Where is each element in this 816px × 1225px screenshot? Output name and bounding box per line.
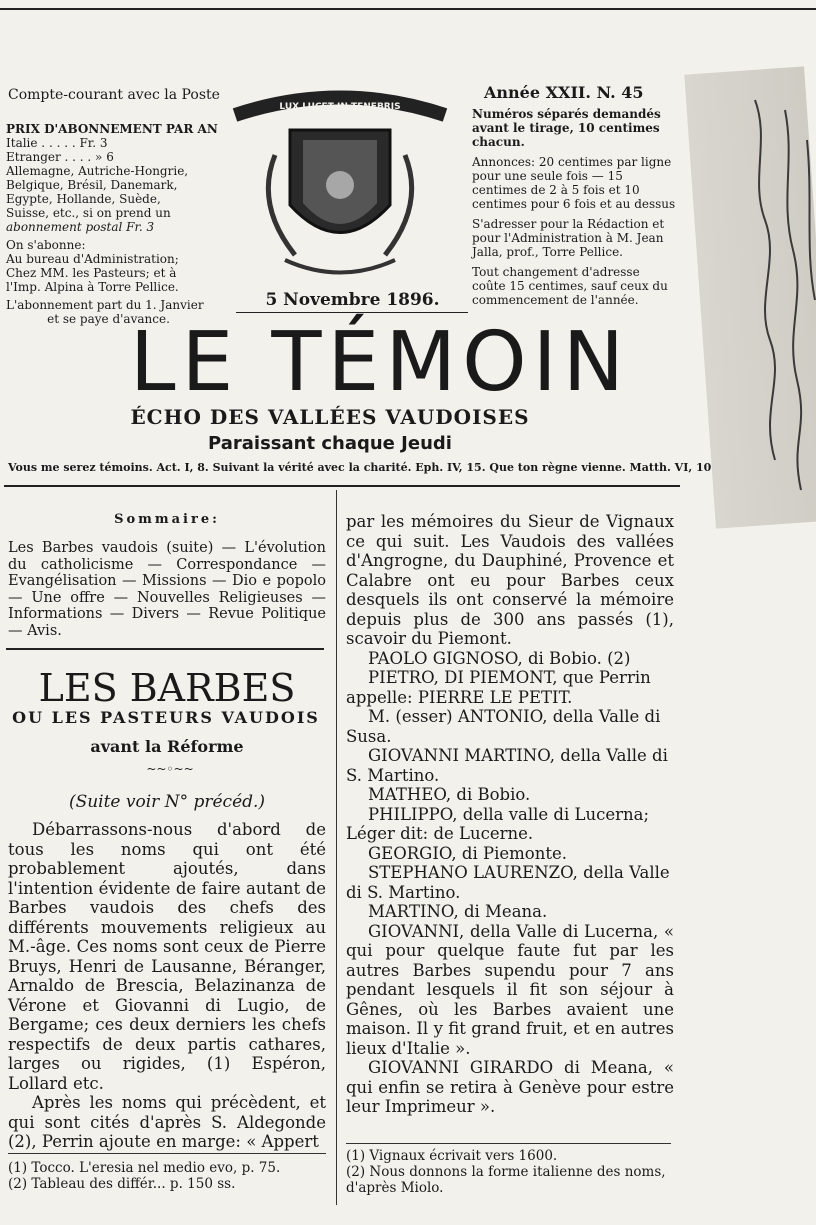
masthead-mottos: Vous me serez témoins. Act. I, 8. Suivant la vérité avec la charité. Eph. IV, 15. Que ton règne vienne. Matth. VI, 10 [8,461,712,474]
right-footnotes: (1) Vignaux écrivait vers 1600. (2) Nous donnons la forme italienne des noms, d'après Miolo. [346,1148,666,1196]
column-separator [336,490,337,1205]
right-body: par les mémoires du Sieur de Vignaux ce qui suit. Les Vaudois des vallées d'Angrogne, du Dauphiné, Provence et Calabre ont eu pour Barbes ceux desquels ils ont conservé la mémoire depuis plus de 300 ans passés (1), scavoir du Piemont. PAOLO GIGNOSO, di Bobio. (2) PIETRO, DI PIEMONT, que Perrin appelle: PIERRE LE PETIT. M. (esser) ANTONIO, della Valle di Susa. GIOVANNI MARTINO, della Valle di S. Martino. MATHEO, di Bobio. PHILIPPO, della valle di Lucerna; Léger dit: de Lucerne. GEORGIO, di Piemonte. STEPHANO LAURENZO, della Valle di S. Martino. MARTINO, di Meana. GIOVANNI, della Valle di Lucerna, « qui pour quelque faute fut par les autres Barbes supendu pour 7 ans pendant lesquels il fit son séjour à Gênes, où les Barbes avaient une maison. Il y fit grand fruit, et en autres lieux d'Italie ». GIOVANNI GIRARDO di Meana, « qui enfin se retira à Genève pour estre leur Imprimeur ». [346,512,674,1116]
sommaire-rule [6,648,324,650]
masthead-title: LE TÉMOIN [129,315,631,410]
article-title: LES BARBES [38,666,296,710]
list-item: PIETRO, DI PIEMONT, que Perrin appelle: PIERRE LE PETIT. [346,668,651,707]
masthead-tagline: Paraissant chaque Jeudi [208,433,452,454]
list-item: STEPHANO LAURENZO, della Valle di S. Martino. [346,863,670,902]
top-rule [0,8,816,10]
sommaire-text: Les Barbes vaudois (suite) — L'évolution du catholicisme — Correspondance — Evangélisation — Missions — Dio e popolo — Une offre — Nouvelles Religieuses — Informations — Divers — Revue Politique — Avis. [8,540,326,639]
masthead-subtitle: ÉCHO DES VALLÉES VAUDOISES [130,405,530,429]
left-footnote-rule [8,1153,326,1154]
prix-abonnement: PRIX D'ABONNEMENT PAR AN Italie . . . . . Fr. 3 Etranger . . . . » 6 Allemagne, Autriche-Hongrie, Belgique, Brésil, Danemark, Egypte, Hollande, Suède, Suisse, etc., si on prend un abonnement postal Fr. 3 On s'abonne: Au bureau d'Administration; Chez MM. les Pasteurs; et à l'Imp. Alpina à Torre Pellice. L'abonnement part du 1. Janvier et se paye d'avance. [6,122,218,326]
list-item: GIOVANNI MARTINO, della Valle di S. Martino. [346,746,668,785]
date-rule [236,312,468,313]
masthead-rule [4,485,680,487]
issue-date: 5 Novembre 1896. [265,290,440,310]
list-item: MARTINO, di Meana. [368,902,548,921]
list-item: PAOLO GIGNOSO, di Bobio. (2) [368,648,631,668]
left-footnotes: (1) Tocco. L'eresia nel medio evo, p. 75. (2) Tableau des différ... p. 150 ss. [8,1160,281,1192]
list-item: MATHEO, di Bobio. [368,785,531,804]
article-subtitle: OU LES PASTEURS VAUDOIS [12,708,320,727]
ornament: ~~◦~~ [146,762,194,776]
info-box: Numéros séparés demandés avant le tirage, 10 centimes chacun. Annonces: 20 centimes par ligne pour une seule fois — 15 centimes de 2 à 5 fois et 10 centimes pour 6 fois et au dessus S'adresser pour la Rédaction et pour l'Administration à M. Jean Jalla, prof., Torre Pellice. Tout changement d'adresse coûte 15 centimes, sauf ceux du commencement de l'année. [472,107,676,307]
right-footnote-rule [346,1143,671,1144]
sommaire-title: Sommaire: [114,512,220,527]
emblem [215,85,465,285]
suite-note: (Suite voir N° précéd.) [68,792,266,812]
list-item: GEORGIO, di Piemonte. [368,843,567,863]
list-item: GIOVANNI, della Valle di Lucerna, « qui pour quelque faute fut par les autres Barbes supendu pour 7 ans pendant lesquels il fit son séjour à Gênes, où les Barbes avaient une maison. Il y fit grand fruit, et en autres lieux d'Italie ». [346,921,674,1058]
list-item: GIOVANNI GIRARDO di Meana, « qui enfin se retira à Genève pour estre leur Imprimeur ». [346,1058,674,1116]
emblem-motto: LUX LUCET IN TENEBRIS [279,102,401,112]
article-subtitle-2: avant la Réforme [90,737,244,756]
left-body: Débarrassons-nous d'abord de tous les noms qui ont été probablement ajoutés, dans l'intention évidente de faire autant de Barbes vaudois des chefs des différents mouvements religieux au M.-âge. Ces noms sont ceux de Pierre Bruys, Henri de Lausanne, Béranger, Arnaldo de Brescia, Belazinanza de Vérone et Giovanni di Lugio, de Bergame; ces deux derniers les chefs respectifs de deux partis cathares, larges ou rigides, (1) Espéron, Lollard etc. Après les noms qui précèdent, et qui sont cités d'après S. Aldegonde (2), Perrin ajoute en marge: « Appert [8,820,326,1151]
list-item: PHILIPPO, della valle di Lucerna; Léger dit: de Lucerne. [346,804,650,843]
compte-courant: Compte-courant avec la Poste [8,87,220,103]
list-item: M. (esser) ANTONIO, della Valle di Susa. [346,707,661,746]
handwritten-note [735,80,816,500]
annee-numero: Année XXII. N. 45 [484,83,644,102]
